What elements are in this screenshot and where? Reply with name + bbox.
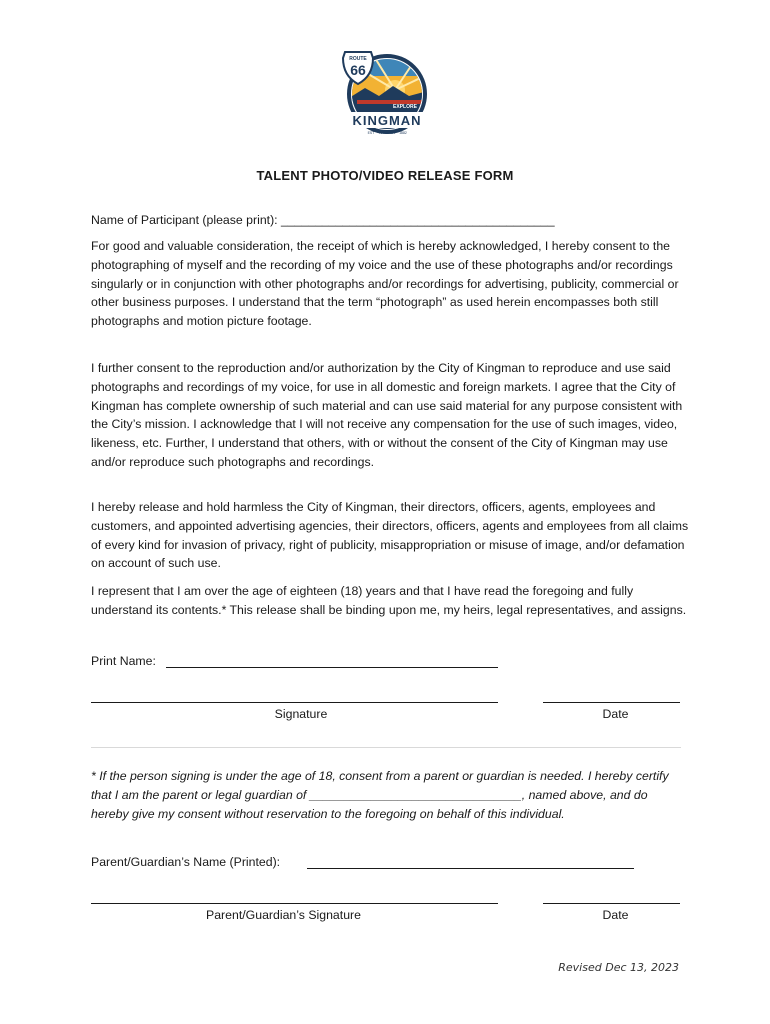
paragraph-text: I represent that I am over the age of eighteen (18) years and that I have read the foregoing and fully understand its contents.* This release shall be binding upon me, my heirs, legal representatives, and assigns.: [91, 584, 687, 617]
form-title: TALENT PHOTO/VIDEO RELEASE FORM: [256, 168, 514, 183]
paragraph-reproduction: [91, 359, 691, 472]
kingman-logo-graphic: [335, 46, 437, 146]
paragraph-text: I hereby release and hold harmless the City of Kingman, their directors, officers, agents, employees and customers, and appointed advertising agencies, their directors, officers, agents and employees from all claims of every kind for invasion of privacy, right of publicity, misappropriation or misuse of image, and/or defamation on account of such use.: [91, 500, 689, 571]
state-label: ARIZONA: [379, 131, 395, 135]
paragraph-text: For good and valuable consideration, the receipt of which is hereby acknowledged, I hereby consent to the photographing of myself and the recording of my voice and the use of these photographs and/or recordings singularly or in conjunction with other photographs and/or recordings for advertising, publicity, commercial or other business purposes. I understand that the term “photograph” as used herein encompasses both still photographs and motion picture footage.: [91, 239, 679, 329]
date-field[interactable]: [543, 702, 680, 703]
print-name-label: Print Name:: [91, 654, 156, 668]
est-year: 1882: [399, 131, 407, 135]
paragraph-age: [91, 582, 691, 620]
section-divider: [91, 747, 681, 748]
participant-name-line: [91, 211, 691, 230]
signature-caption: Signature: [274, 707, 328, 721]
paragraph-release: [91, 498, 691, 573]
signature-field[interactable]: [91, 702, 498, 703]
guardian-name-label: Parent/Guardian’s Name (Printed):: [91, 855, 281, 869]
kingman-logo: [335, 46, 437, 146]
est-label: EST: [367, 131, 375, 135]
route-number: 66: [350, 62, 366, 78]
participant-name-label: Name of Participant (please print): ________________________________________: [91, 213, 555, 227]
guardian-name-field[interactable]: [307, 868, 634, 869]
guardian-signature-field[interactable]: [91, 903, 498, 904]
guardian-date-caption: Date: [602, 908, 629, 922]
paragraph-consideration: [91, 237, 691, 331]
kingman-wordmark: KINGMAN: [352, 113, 422, 128]
route-label: ROUTE: [349, 56, 367, 62]
explore-label: EXPLORE: [393, 104, 417, 110]
minor-consent-note: * If the person signing is under the age of 18, consent from a parent or guardian is needed. I hereby certify that I am the parent or legal guardian of _______________________________, named above, and do hereby give my consent without reservation to the foregoing on behalf of this individual.: [91, 769, 669, 821]
paragraph-text: I further consent to the reproduction and/or authorization by the City of Kingman to reproduce and use said photographs and recordings of my voice, for use in all domestic and foreign markets. I agree that the City of Kingman has complete ownership of such material and can use said material for any purpose consistent with the City’s mission. I acknowledge that I will not receive any compensation for the use of such images, video, likeness, etc. Further, I understand that others, with or without the consent of the City of Kingman may use and/or reproduce such photographs and recordings.: [91, 361, 683, 469]
date-caption: Date: [602, 707, 629, 721]
print-name-field[interactable]: [166, 667, 498, 668]
guardian-signature-caption: Parent/Guardian’s Signature: [206, 908, 361, 922]
guardian-date-field[interactable]: [543, 903, 680, 904]
revision-date: Revised Dec 13, 2023: [558, 961, 679, 974]
